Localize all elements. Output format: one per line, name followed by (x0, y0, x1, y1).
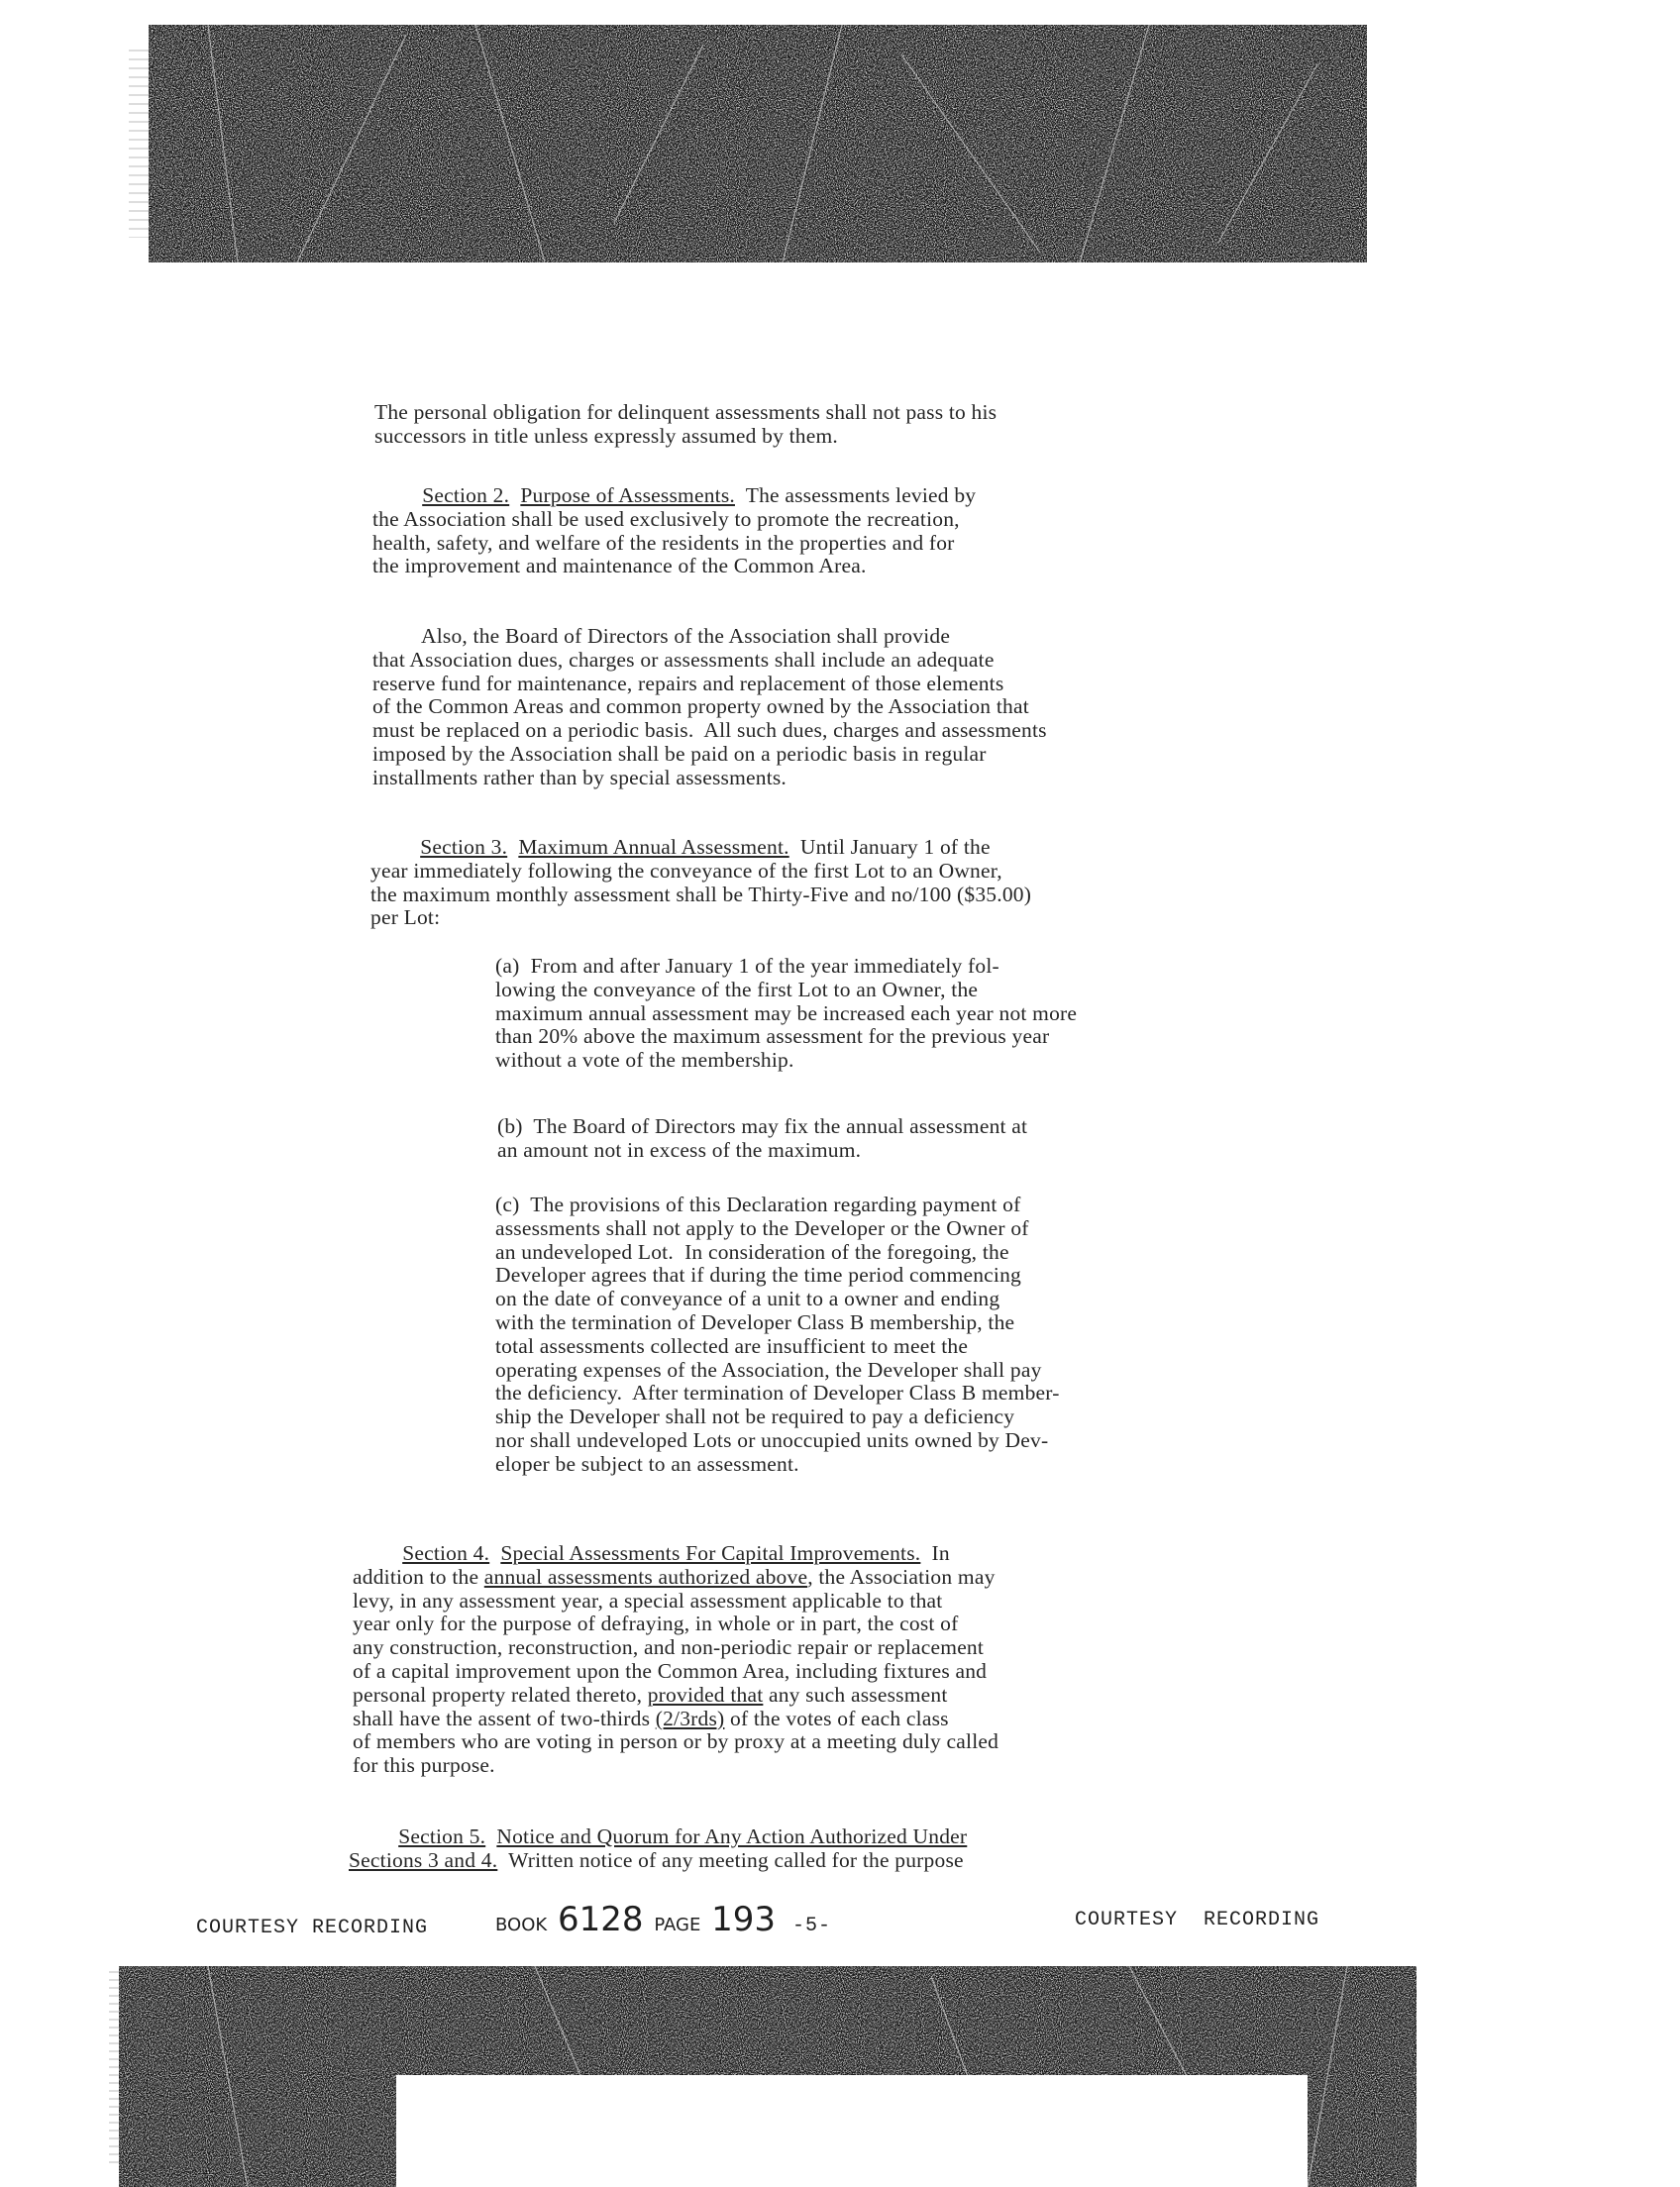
scan-noise-band-top (149, 25, 1367, 262)
text-line: personal property related thereto, (353, 1682, 648, 1707)
text-line: In (920, 1541, 950, 1565)
text-line: maximum annual assessment may be increased each year not more (495, 1000, 1078, 1025)
text-line: of the Common Areas and common property owned by the Association that (372, 694, 1029, 719)
text-line: any such assessment (763, 1682, 948, 1707)
text-line: nor shall undeveloped Lots or unoccupied units owned by Dev- (495, 1427, 1049, 1452)
underlined-phrase: (2/3rds) (655, 1706, 725, 1730)
text-line: the Association shall be used exclusively to promote the recreation, (372, 506, 960, 531)
footer-courtesy-recording-right: COURTESY RECORDING (1075, 1909, 1320, 1931)
footer-book-page-stamp (495, 1900, 776, 1939)
text-line: of the votes of each class (724, 1706, 949, 1730)
text-line: The assessments levied by (734, 483, 977, 507)
text-line: The personal obligation for delinquent assessments shall not pass to his (374, 400, 998, 424)
text-line: levy, in any assessment year, a special assessment applicable to that (353, 1588, 943, 1613)
text-line: Also, the Board of Directors of the Association shall provide (372, 624, 951, 648)
text-line: must be replaced on a periodic basis. All such dues, charges and assessments (372, 718, 1047, 743)
text-line: (c) The provisions of this Declaration regarding payment of (495, 1193, 1021, 1216)
section-2-paragraph (372, 484, 976, 578)
text-line: successors in title unless expressly assumed by them. (374, 423, 838, 448)
text-line: without a vote of the membership. (495, 1048, 794, 1073)
text-line: ship the Developer shall not be required to pay a deficiency (495, 1405, 1015, 1429)
text-line: Until January 1 of the (788, 835, 991, 859)
section-4-heading: Section 4. (402, 1541, 490, 1565)
book-label: BOOK (495, 1915, 548, 1935)
text-line: an undeveloped Lot. In consideration of the foregoing, the (495, 1239, 1009, 1264)
section-3-paragraph (370, 836, 1031, 930)
item-b-paragraph (497, 1115, 1027, 1163)
text-line: for this purpose. (353, 1753, 495, 1778)
text-line: that Association dues, charges or assessments shall include an adequate (372, 647, 995, 672)
text-line: Developer agrees that if during the time period commencing (495, 1263, 1022, 1288)
text-line: year immediately following the conveyance of the first Lot to an Owner, (370, 858, 1002, 883)
text-line: (b) The Board of Directors may fix the annual assessment at (497, 1114, 1028, 1138)
text-line: Written notice of any meeting called for the purpose (497, 1847, 964, 1872)
section-5-paragraph (349, 1825, 967, 1873)
underlined-phrase: provided that (647, 1682, 764, 1707)
section-4-paragraph (353, 1542, 998, 1778)
text-line: the improvement and maintenance of the Common Area. (372, 554, 867, 578)
text-line: of a capital improvement upon the Common Area, including fixtures and (353, 1658, 988, 1683)
section-5-title: Notice and Quorum for Any Action Authorized Under (496, 1824, 968, 1848)
text-line: (a) From and after January 1 of the year immediately fol- (495, 954, 999, 978)
text-line: operating expenses of the Association, the Developer shall pay (495, 1357, 1042, 1382)
text-line: shall have the assent of two-thirds (353, 1706, 656, 1730)
footer-courtesy-recording-left: COURTESY RECORDING (196, 1917, 429, 1939)
intro-paragraph (374, 401, 997, 449)
text-line: the deficiency. After termination of Developer Class B member- (495, 1381, 1060, 1406)
book-number: 6128 (557, 1900, 644, 1939)
text-line: on the date of conveyance of a unit to a owner and ending (495, 1287, 1000, 1311)
text-line: assessments shall not apply to the Developer or the Owner of (495, 1215, 1029, 1240)
underlined-phrase: Sections 3 and 4. (349, 1847, 498, 1872)
text-line: imposed by the Association shall be paid on a periodic basis in regular (372, 741, 987, 766)
item-a-paragraph (495, 955, 1077, 1073)
underlined-phrase: annual assessments authorized above (483, 1564, 808, 1589)
section-3-heading: Section 3. (420, 835, 508, 859)
item-c-paragraph (495, 1194, 1060, 1477)
text-line: of members who are voting in person or by proxy at a meeting duly called (353, 1729, 999, 1754)
text-line: health, safety, and welfare of the residents in the properties and for (372, 530, 955, 555)
section-4-title: Special Assessments For Capital Improvements. (500, 1541, 921, 1565)
text-line: per Lot: (370, 905, 441, 930)
also-paragraph (372, 625, 1047, 790)
section-2-heading: Section 2. (422, 483, 510, 507)
text-line: with the termination of Developer Class B membership, the (495, 1309, 1015, 1334)
text-line: addition to the (353, 1564, 484, 1589)
text-line: the maximum monthly assessment shall be Thirty-Five and no/100 ($35.00) (370, 882, 1032, 906)
page-label: PAGE (654, 1915, 701, 1935)
section-3-title: Maximum Annual Assessment. (518, 835, 789, 859)
page-marker: -5- (792, 1915, 832, 1937)
page-number: 193 (711, 1900, 777, 1939)
text-line: , the Association may (807, 1564, 996, 1589)
text-line: than 20% above the maximum assessment for the previous year (495, 1024, 1050, 1049)
section-2-title: Purpose of Assessments. (520, 483, 735, 507)
scan-noise-band-bottom (119, 1966, 1417, 2187)
text-line: lowing the conveyance of the first Lot to an Owner, the (495, 977, 979, 1001)
text-line: total assessments collected are insufficient to meet the (495, 1333, 969, 1358)
section-5-heading: Section 5. (398, 1824, 486, 1848)
text-line: any construction, reconstruction, and non-periodic repair or replacement (353, 1635, 985, 1660)
text-line: year only for the purpose of defraying, in whole or in part, the cost of (353, 1612, 959, 1636)
text-line: installments rather than by special assessments. (372, 765, 788, 789)
text-line: an amount not in excess of the maximum. (497, 1137, 862, 1162)
text-line: eloper be subject to an assessment. (495, 1451, 799, 1476)
scan-blank-area (396, 2075, 1308, 2187)
text-line: reserve fund for maintenance, repairs and replacement of those elements (372, 671, 1004, 695)
